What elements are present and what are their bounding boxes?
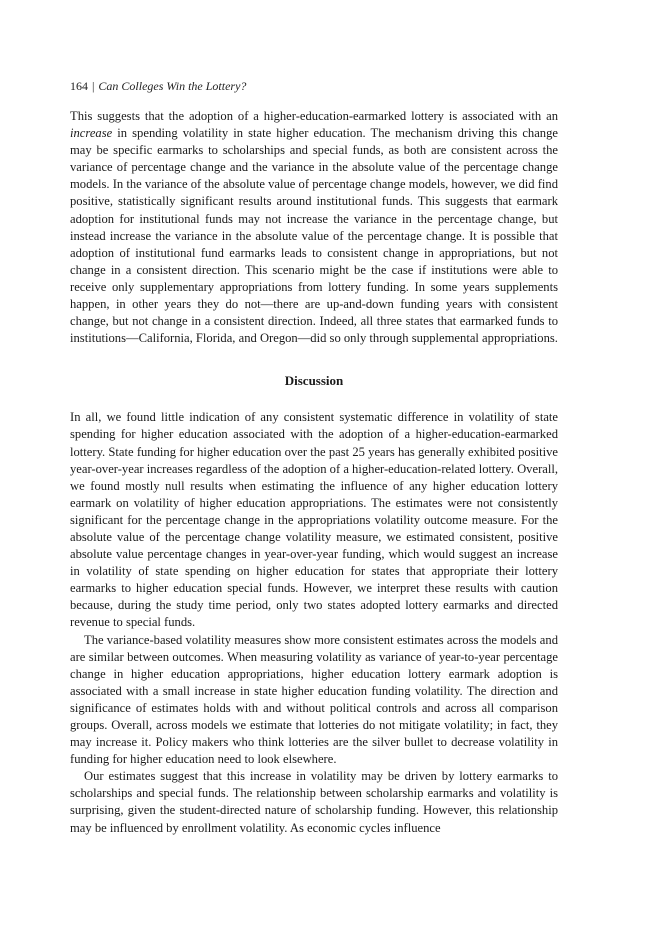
page-number: 164 <box>70 79 88 93</box>
section-heading: Discussion <box>284 373 344 389</box>
paragraph-2: In all, we found little indication of any consistent systematic difference in volatility of state spending for higher education associated with the adoption of a higher-education-earmarked lottery. State funding for higher education over the past 25 years has generally exhibited positive year-over-year increases regardless of the adoption of a higher-education-related lottery. Overall, we found mostly null results when estimating the influence of any higher education lottery earmark on volatility of higher education appropriations. The estimates were not consistently significant for the percentage change in the appropriations volatility outcome measure. For the absolute value of the percentage change volatility measure, we estimated consistent, positive absolute value percentage changes in year-over-year funding, which would suggest an increase in volatility of state spending on higher education for states that appropriate their lottery earmarks to higher education special funds. However, we interpret these results with caution because, during the study time period, only two states adopted lottery earmarks and directed revenue to special funds. <box>70 410 558 630</box>
paragraph-1-emphasis: increase <box>70 126 113 141</box>
running-header <box>70 79 558 94</box>
paragraph-3: The variance-based volatility measures show more consistent estimates across the models and are similar between outcomes. When measuring volatility as variance of year-to-year percentage change in higher education appropriations, higher education lottery earmark adoption is associated with a small increase in state higher education funding volatility. The direction and significance of estimates holds with and without political controls and across all comparison groups. Overall, across models we estimate that lotteries do not mitigate volatility; in fact, they may increase it. Policy makers who think lotteries are the silver bullet to decrease volatility in funding for higher education need to look elsewhere. <box>70 632 558 767</box>
paragraph-1-part-b: in spending volatility in state higher education. The mechanism driving this change may be specific earmarks to scholarships and special funds, as both are consistent across the variance of percentage change and the variance in the absolute value of the percentage change models. In the variance of the absolute value of percentage change models, however, we did find positive, statistically significant results around institutional funds. This suggests that earmark adoption for institutional funds may not increase the variance in the percentage change, but instead increase the variance in the absolute value of the percentage change. It is possible that adoption of institutional fund earmarks leads to consistent change in appropriations, but not change in a consistent direction. This scenario might be the case if institutions were able to receive only supplementary appropriations from lottery funding. In some years supplements happen, in other years they do not—there are up-and-down funding years with consistent change, but not change in a consistent direction. Indeed, all three states that earmarked funds to institutions—California, Florida, and Oregon—did so only through supplemental appropriations. <box>70 126 558 346</box>
header-separator: | <box>92 79 95 93</box>
book-title: Can Colleges Win the Lottery? <box>98 79 247 93</box>
paragraph-4: Our estimates suggest that this increase in volatility may be driven by lottery earmarks to scholarships and special funds. The relationship between scholarship earmarks and volatility is surprising, given the student-directed nature of scholarship funding. However, this relationship may be influenced by enrollment volatility. As economic cycles influence <box>70 769 558 835</box>
document-page <box>70 79 558 837</box>
paragraph-1 <box>70 108 558 347</box>
paragraph-1-part-a: This suggests that the adoption of a higher-education-earmarked lottery is associated with an <box>70 109 558 123</box>
